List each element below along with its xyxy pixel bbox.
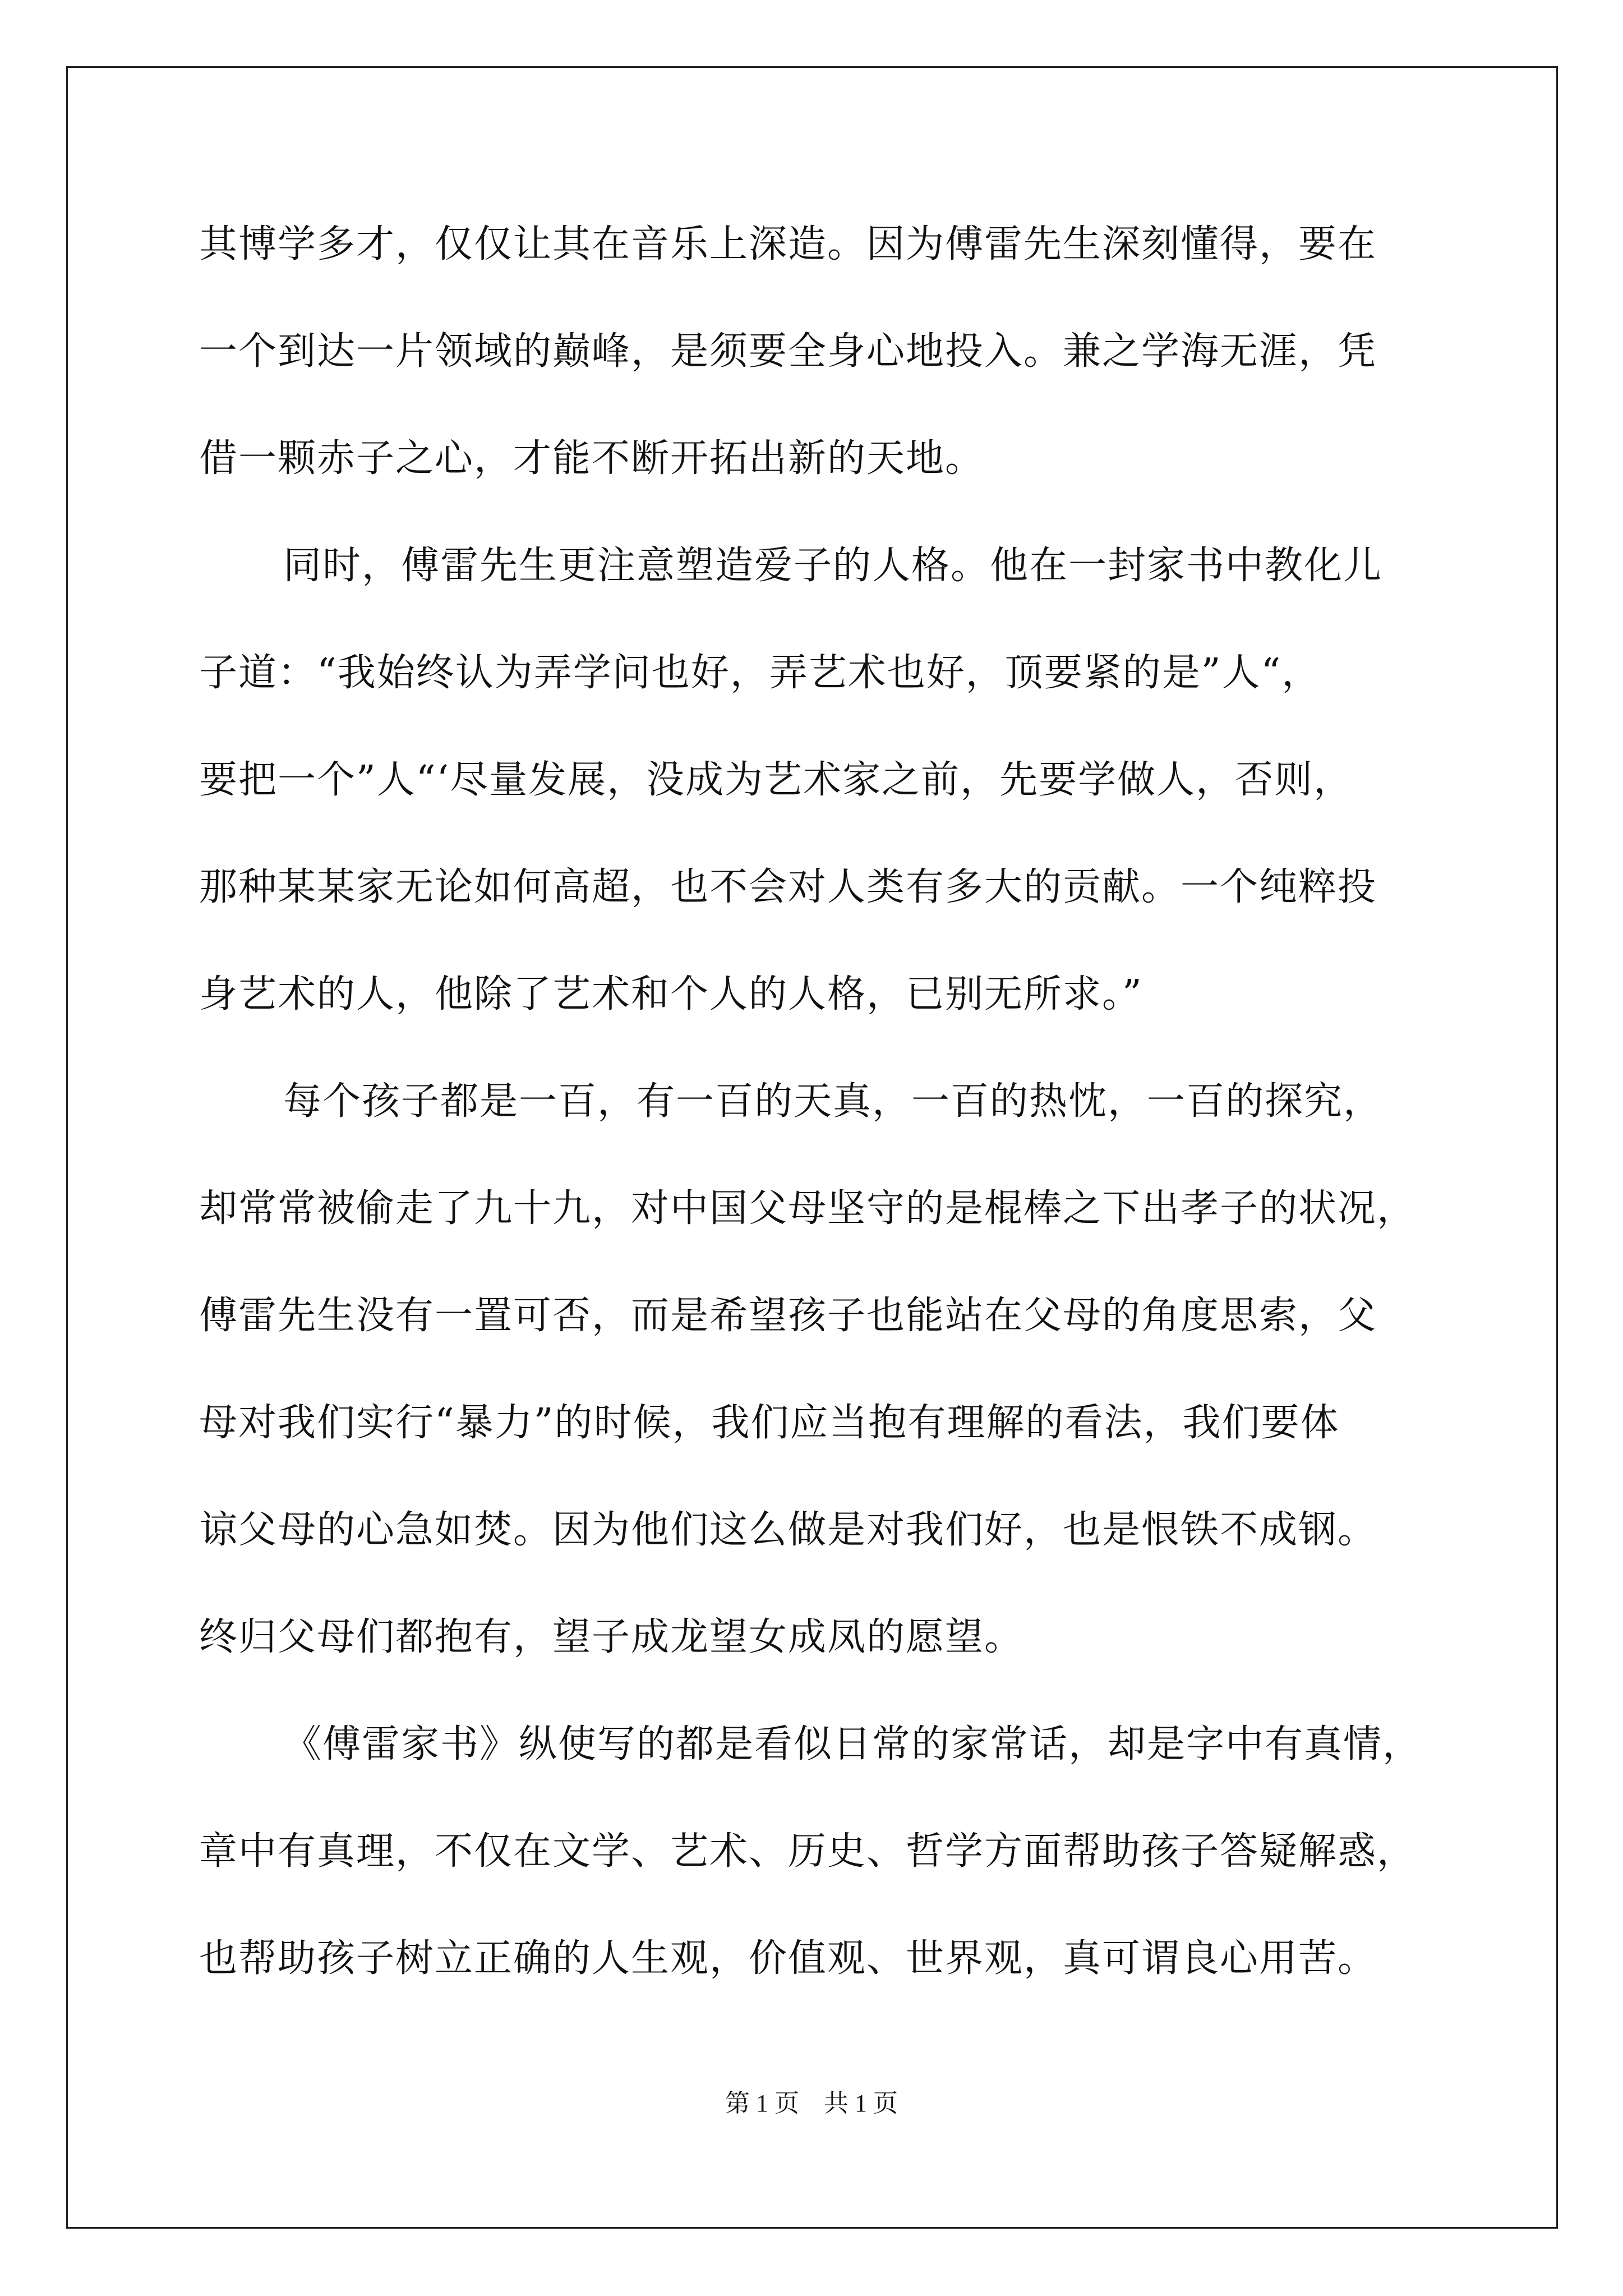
paragraph-start-line: 同时，傅雷先生更注意塑造爱子的人格。他在一封家书中教化儿 <box>283 544 1383 588</box>
text-line: 那种某某家无论如何高超，也不会对人类有多大的贡献。一个纯粹投 <box>199 865 1377 909</box>
text-line: 却常常被偷走了九十九，对中国父母坚守的是棍棒之下出孝子的状况， <box>199 1186 1417 1231</box>
text-line: 傅雷先生没有一置可否，而是希望孩子也能站在父母的角度思索，父 <box>199 1294 1377 1338</box>
text-line: 要把一个”人“‘尽量发展，没成为艺术家之前，先要学做人，否则， <box>199 758 1353 802</box>
text-line: 章中有真理，不仅在文学、艺术、历史、哲学方面帮助孩子答疑解惑， <box>199 1829 1417 1874</box>
text-line: 其博学多才，仅仅让其在音乐上深造。因为傅雷先生深刻懂得，要在 <box>199 222 1377 266</box>
text-line: 母对我们实行“暴力”的时候，我们应当抱有理解的看法，我们要体 <box>199 1401 1340 1445</box>
paragraph-start-line: 《傅雷家书》纵使写的都是看似日常的家常话，却是字中有真情， <box>283 1722 1422 1766</box>
text-line: 谅父母的心急如焚。因为他们这么做是对我们好，也是恨铁不成钢。 <box>199 1508 1377 1552</box>
text-line: 子道：“我始终认为弄学问也好，弄艺术也好，顶要紧的是”人“， <box>199 651 1321 695</box>
text-line: 也帮助孩子树立正确的人生观，价值观、世界观，真可谓良心用苦。 <box>199 1936 1377 1981</box>
text-line: 借一颗赤子之心，才能不断开拓出新的天地。 <box>199 436 985 481</box>
paragraph-start-line: 每个孩子都是一百，有一百的天真，一百的热忱，一百的探究， <box>283 1079 1383 1124</box>
text-line: 身艺术的人，他除了艺术和个人的人格，已别无所求。” <box>199 972 1143 1016</box>
document-body <box>199 218 1433 2039</box>
text-line: 终归父母们都抱有，望子成龙望女成凤的愿望。 <box>199 1615 1024 1659</box>
page-number-footer: 第 1 页 共 1 页 <box>725 2090 898 2117</box>
text-line: 一个到达一片领域的巅峰，是须要全身心地投入。兼之学海无涯，凭 <box>199 329 1377 374</box>
